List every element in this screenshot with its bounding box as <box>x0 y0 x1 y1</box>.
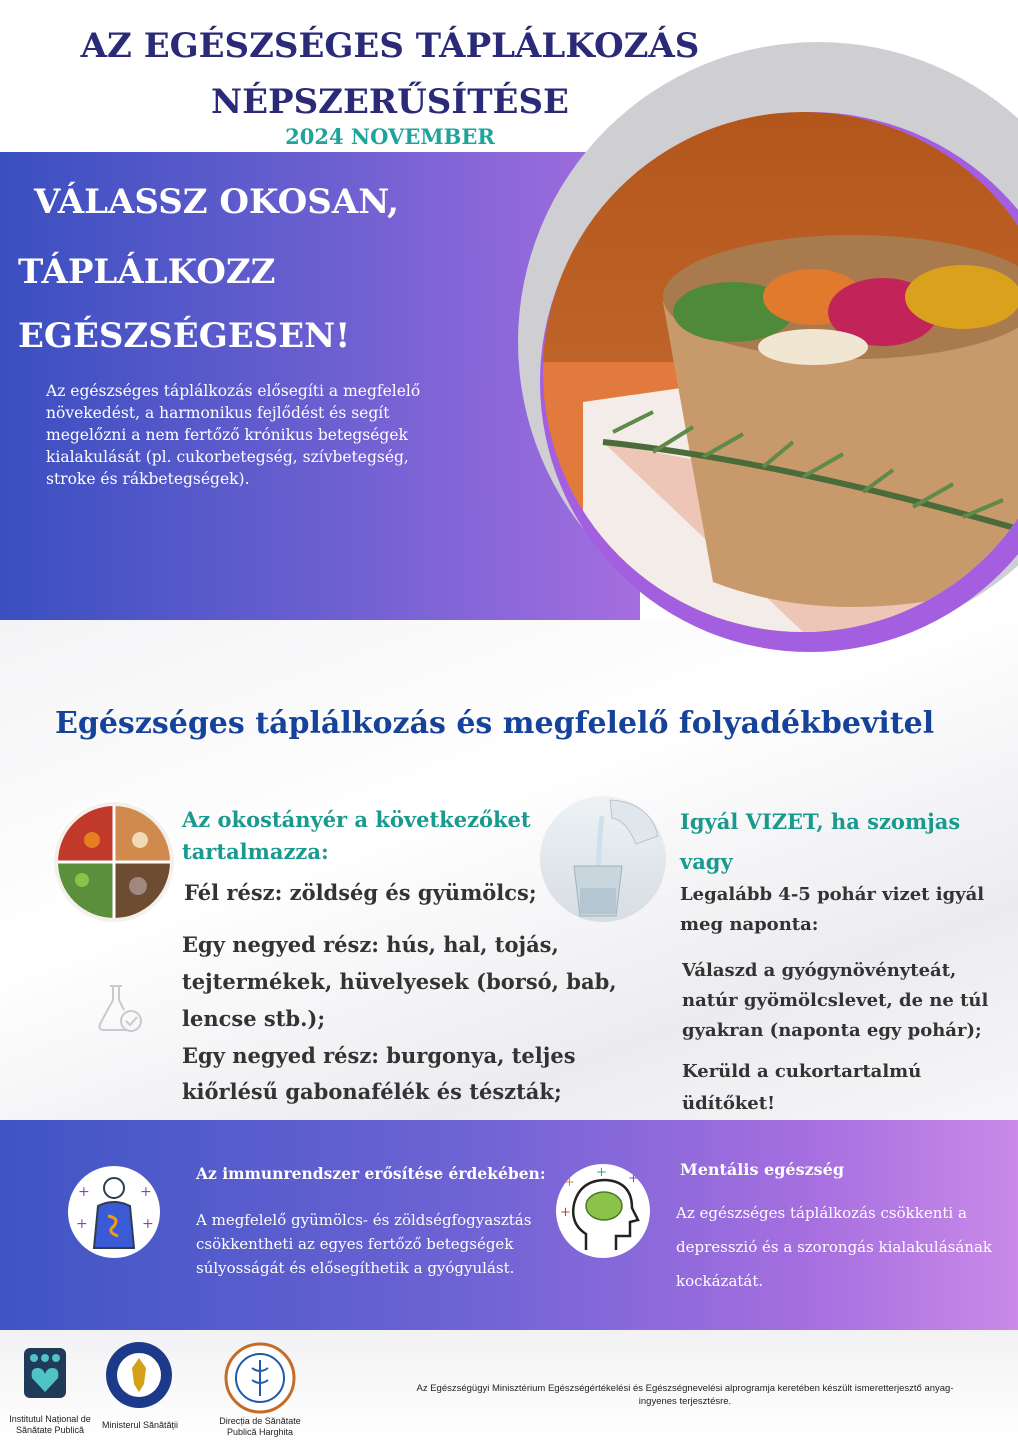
mental-heading: Mentális egészség <box>680 1160 845 1179</box>
insp-logo-label <box>0 1414 100 1436</box>
plate-icon <box>52 800 176 924</box>
water-tip-1-line2: natúr gyömölcslevet, de ne túl <box>682 990 989 1011</box>
water-intro-line1: Legalább 4-5 pohár vizet igyál <box>680 884 985 905</box>
svg-text:+: + <box>596 1165 607 1180</box>
plate-heading-line2: tartalmazza: <box>182 839 329 864</box>
water-tip-2-line1: Kerüld a cukortartalmú <box>682 1061 922 1082</box>
water-glass-icon <box>540 796 666 922</box>
plate-heading <box>182 804 531 868</box>
hero-headline-line2: TÁPLÁLKOZZ <box>18 252 276 292</box>
footer-note-line1: Az Egészségügyi Minisztérium Egészségértékelési és Egészségnevelési alprogramja keretében készült ismeretterjesztő anyag- <box>416 1383 954 1394</box>
hero-headline-line3: EGÉSZSÉGESEN! <box>18 316 351 356</box>
water-heading <box>680 802 960 882</box>
dsp-harghita-label-line2: Publică Harghita <box>226 1427 294 1437</box>
plate-item-2-line2: tejtermékek, hüvelyesek (borsó, bab, <box>182 969 617 994</box>
dsp-harghita-logo <box>222 1340 298 1416</box>
brain-head-icon <box>556 1164 650 1258</box>
plate-item-3 <box>182 1038 576 1110</box>
water-tip-1-line3: gyakran (naponta egy pohár); <box>682 1020 982 1041</box>
insp-logo-label-line1: Institutul Național de <box>9 1414 91 1424</box>
lab-flask-icon <box>92 980 146 1034</box>
water-tip-2 <box>682 1056 921 1120</box>
mental-text-line3: kockázatát. <box>676 1272 764 1290</box>
page-title-line2: NÉPSZERŰSÍTÉSE <box>211 82 569 122</box>
svg-text:+: + <box>140 1184 152 1200</box>
immune-text-line2: csökkentheti az egyes fertőző betegségek <box>196 1235 514 1253</box>
section-title: Egészséges táplálkozás és megfelelő folyadékbevitel <box>55 706 935 741</box>
page-title <box>40 18 740 130</box>
svg-text:+: + <box>564 1175 575 1190</box>
footer-note-line2: ingyenes terjesztésre. <box>638 1396 732 1407</box>
plate-item-3-line1: Egy negyed rész: burgonya, teljes <box>182 1043 576 1068</box>
dsp-harghita-label-line1: Direcția de Sănătate <box>219 1416 301 1426</box>
svg-text:+: + <box>76 1216 88 1232</box>
date-label: 2024 NOVEMBER <box>285 124 495 149</box>
insp-logo <box>20 1344 70 1404</box>
plate-item-3-line2: kiőrlésű gabonafélék és tészták; <box>182 1079 562 1104</box>
water-tip-2-line2: üdítőket! <box>682 1093 775 1114</box>
immune-heading: Az immunrendszer erősítése érdekében: <box>196 1164 546 1183</box>
water-intro-line2: meg naponta: <box>680 914 819 935</box>
dsp-harghita-label <box>210 1416 310 1438</box>
water-intro <box>680 880 984 940</box>
mental-text-line1: Az egészséges táplálkozás csökkenti a <box>676 1204 967 1222</box>
water-tip-1-line1: Válaszd a gyógynövényteát, <box>682 960 957 981</box>
immune-text-line3: súlyosságát és elősegíthetik a gyógyulást. <box>196 1259 515 1277</box>
water-tip-1 <box>682 956 988 1046</box>
hero-intro-text: Az egészséges táplálkozás elősegíti a megfelelő növekedést, a harmonikus fejlődést és segít megelőzni a nem fertőző krónikus betegségek kialakulását (pl. cukorbetegség, szívbetegség, stroke és rákbetegségek). <box>46 382 421 488</box>
svg-text:+: + <box>560 1205 571 1220</box>
water-heading-line2: vagy <box>680 849 733 874</box>
plate-heading-line1: Az okostányér a következőket <box>182 807 531 832</box>
mental-text <box>676 1196 992 1298</box>
government-romania-seal <box>104 1340 174 1410</box>
ministry-label: Ministerul Sănătății <box>101 1420 179 1430</box>
hero-headline-line1: VÁLASSZ OKOSAN, <box>34 182 399 222</box>
page-title-line1: AZ EGÉSZSÉGES TÁPLÁLKOZÁS <box>80 26 700 66</box>
immune-text-line1: A megfelelő gyümölcs- és zöldségfogyasztás <box>196 1211 532 1229</box>
insp-logo-label-line2: Sănătate Publică <box>15 1425 85 1435</box>
plate-item-2-line3: lencse stb.); <box>182 1006 326 1031</box>
mental-text-line2: depresszió és a szorongás kialakulásának <box>676 1238 992 1256</box>
immune-text <box>196 1208 531 1280</box>
plate-item-1: Fél rész: zöldség és gyümölcs; <box>184 880 537 905</box>
svg-text:+: + <box>142 1216 154 1232</box>
plate-item-2-line1: Egy negyed rész: hús, hal, tojás, <box>182 932 559 957</box>
plate-item-2 <box>182 926 617 1037</box>
svg-text:+: + <box>78 1184 90 1200</box>
immune-body-icon <box>68 1166 160 1258</box>
svg-text:+: + <box>628 1171 639 1186</box>
water-heading-line1: Igyál VIZET, ha szomjas <box>680 809 961 834</box>
footer-note <box>360 1382 1010 1408</box>
